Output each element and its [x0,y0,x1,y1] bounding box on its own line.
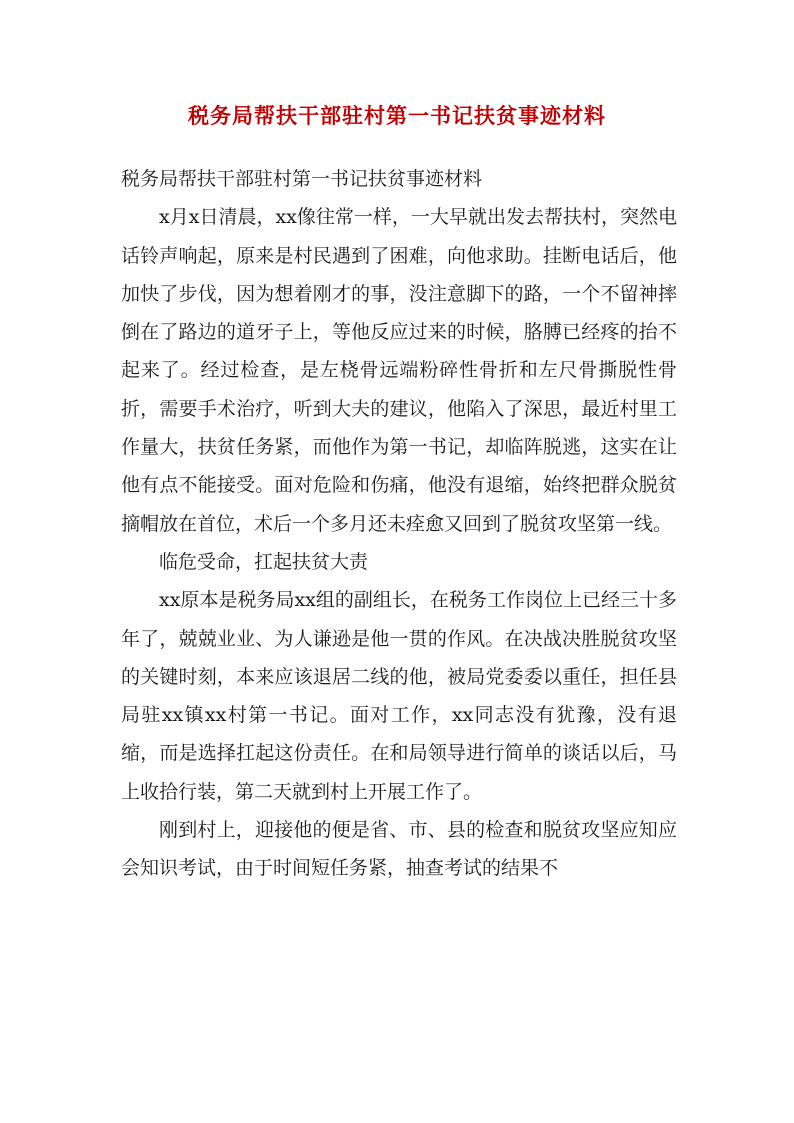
document-body [121,160,677,888]
document-title: 税务局帮扶干部驻村第一书记扶贫事迹材料 [188,103,606,128]
section-heading: 临危受命，扛起扶贫大责 [159,550,369,573]
paragraph-arrival: 刚到村上，迎接他的便是省、市、县的检查和脱贫攻坚应知应会知识考试，由于时间短任务紧，抽查考试的结果不 [121,819,677,880]
paragraph-accident: x月x日清晨，xx像往常一样，一大早就出发去帮扶村，突然电话铃声响起，原来是村民遇到了困难，向他求助。挂断电话后，他加快了步伐，因为想着刚才的事，没注意脚下的路，一个不留神摔倒在了路边的道牙子上，等他反应过来的时候，胳膊已经疼的抬不起来了。经过检查，是左桡骨远端粉碎性骨折和左尺骨撕脱性骨折，需要手术治疗，听到大夫的建议，他陷入了深思，最近村里工作量大，扶贫任务紧，而他作为第一书记，却临阵脱逃，这实在让他有点不能接受。面对危险和伤痛，他没有退缩，始终把群众脱贫摘帽放在首位，术后一个多月还未痊愈又回到了脱贫攻坚第一线。 [121,206,677,535]
paragraph-appointment: xx原本是税务局xx组的副组长，在税务工作岗位上已经三十多年了，兢兢业业、为人谦逊是他一贯的作风。在决战决胜脱贫攻坚的关键时刻，本来应该退居二线的他，被局党委委以重任，担任县局驻xx镇xx村第一书记。面对工作，xx同志没有犹豫，没有退缩，而是选择扛起这份责任。在和局领导进行简单的谈话以后，马上收拾行装，第二天就到村上开展工作了。 [121,589,677,803]
subtitle-paragraph: 税务局帮扶干部驻村第一书记扶贫事迹材料 [121,168,483,190]
